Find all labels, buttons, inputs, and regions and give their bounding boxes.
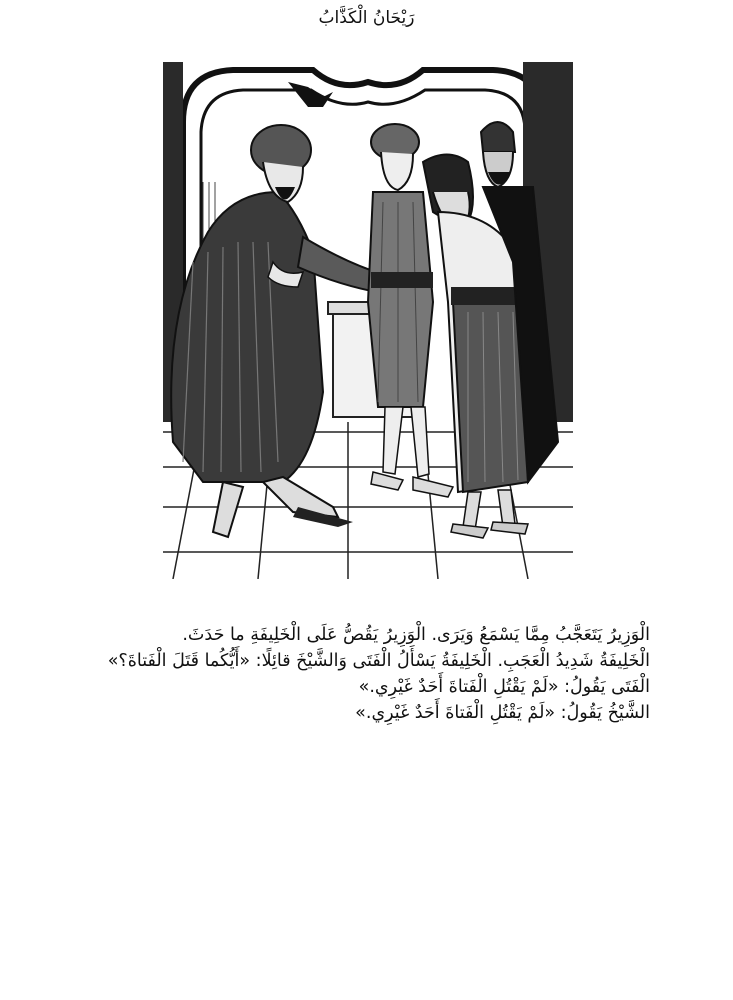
story-line: الْوَزِيرُ يَتَعَجَّبُ مِمَّا يَسْمَعُ وَيَرَى. الْوَزِيرُ يَقُصُّ عَلَى الْخَلِيفَةِ ما حَدَثَ.: [182, 625, 650, 645]
story-line: الْفَتَى يَقُولُ: «لَمْ يَقْتُلِ الْفَتاةَ أَحَدٌ غَيْرِي.»: [358, 677, 650, 697]
story-illustration: [163, 62, 573, 579]
story-text: [70, 622, 650, 726]
story-line: الشَّيْخُ يَقُولُ: «لَمْ يَقْتُلِ الْفَتاةَ أَحَدٌ غَيْرِي.»: [355, 703, 650, 723]
story-line: الْخَلِيفَةُ شَدِيدُ الْعَجَبِ. الْخَلِيفَةُ يَسْأَلُ الْفَتَى وَالشَّيْخَ قائِلًا: «أَيُّكُما قَتَلَ الْفَتاةَ؟»: [107, 651, 650, 671]
page-title: رَيْحَانُ الْكَذَّابُ: [318, 8, 415, 28]
